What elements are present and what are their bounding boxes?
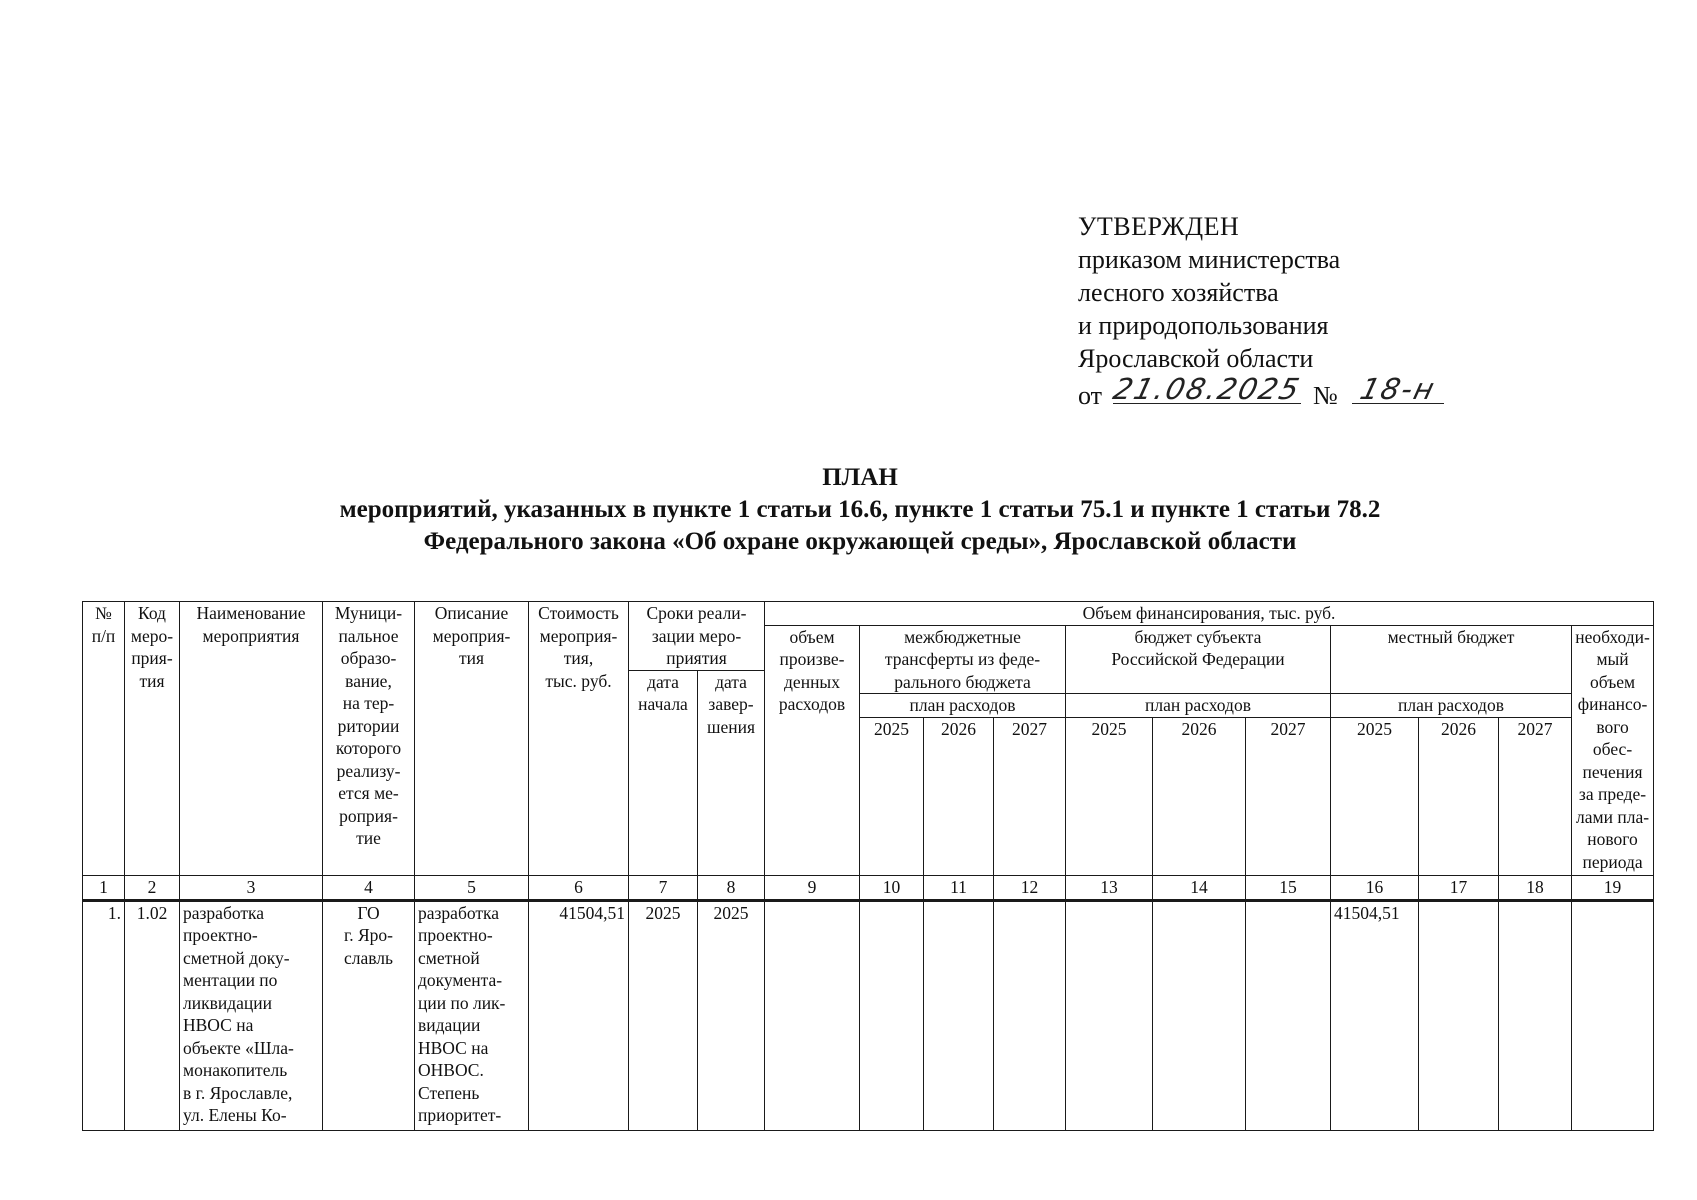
row-beyond-period (1572, 900, 1654, 1130)
header-beyond-period: необходи- мый объем финансо- вого обес- печения за преде- лами пла- нового периода (1572, 625, 1654, 875)
row-local-2025: 41504,51 (1331, 900, 1419, 1130)
column-number: 14 (1153, 875, 1246, 900)
local-year-2025: 2025 (1331, 717, 1419, 740)
handwritten-date: 21.08.2025 (1109, 372, 1304, 406)
row-completed-expenses (765, 900, 860, 1130)
local-year-2027: 2027 (1499, 717, 1572, 740)
date-prefix: от (1078, 381, 1103, 410)
federal-plan-label: план расходов (860, 694, 1066, 718)
row-local-2027 (1499, 900, 1572, 1130)
header-spacer (994, 740, 1066, 875)
title-line-1: ПЛАН (822, 464, 898, 491)
approval-line-1: приказом министерства (1078, 245, 1341, 274)
federal-year-2026: 2026 (924, 717, 994, 740)
header-financing: Объем финансирования, тыс. руб. (765, 602, 1654, 626)
column-number-row (83, 875, 1654, 900)
header-spacer (1246, 740, 1331, 875)
header-regional-budget: бюджет субъекта Российской Федерации (1066, 625, 1331, 694)
row-local-2026 (1419, 900, 1499, 1130)
plan-table (82, 601, 1654, 1131)
title-line-3: Федерального закона «Об охране окружающей среды», Ярославской области (423, 528, 1297, 555)
header-description: Описание мероприя- тия (415, 602, 529, 876)
row-municipality: ГО г. Яро- славль (323, 900, 415, 1130)
approval-heading: УТВЕРЖДЕН (1078, 212, 1240, 241)
header-end-date: дата завер- шения (698, 670, 765, 875)
row-federal-2026 (924, 900, 994, 1130)
number-underline (1352, 372, 1444, 406)
column-number: 4 (323, 875, 415, 900)
column-number: 8 (698, 875, 765, 900)
column-number: 18 (1499, 875, 1572, 900)
column-number: 10 (860, 875, 924, 900)
regional-year-2025: 2025 (1066, 717, 1153, 740)
approval-stamp (1078, 210, 1444, 412)
row-federal-2027 (994, 900, 1066, 1130)
regional-plan-label: план расходов (1066, 694, 1331, 718)
approval-date-line (1078, 372, 1444, 412)
header-spacer (1066, 740, 1153, 875)
header-municipality: Муници- пальное образо- вание, на тер- ритории которого реализу- ется ме- роприя- тие (323, 602, 415, 876)
header-local-budget: местный бюджет (1331, 625, 1572, 694)
column-number: 7 (629, 875, 698, 900)
header-spacer (924, 740, 994, 875)
column-number: 17 (1419, 875, 1499, 900)
local-plan-label: план расходов (1331, 694, 1572, 718)
federal-year-2025: 2025 (860, 717, 924, 740)
header-completed-expenses: объем произве- денных расходов (765, 625, 860, 875)
row-regional-2025 (1066, 900, 1153, 1130)
column-number: 6 (529, 875, 629, 900)
row-end-date: 2025 (698, 900, 765, 1130)
row-number: 1. (83, 900, 125, 1130)
column-number: 3 (180, 875, 323, 900)
header-spacer (1499, 740, 1572, 875)
header-terms: Сроки реали- зации меро- приятия (629, 602, 765, 671)
handwritten-number: 18-н (1357, 372, 1440, 406)
date-underline (1109, 372, 1304, 406)
header-spacer (1419, 740, 1499, 875)
header-row-1 (83, 602, 1654, 626)
header-federal-transfers: межбюджетные трансферты из феде- рального бюджета (860, 625, 1066, 694)
column-number: 16 (1331, 875, 1419, 900)
header-start-date: дата начала (629, 670, 698, 875)
row-cost: 41504,51 (529, 900, 629, 1130)
row-description: разработка проектно- сметной документа- ции по лик- видации НВОС на ОНВОС. Степень приоритет- (415, 900, 529, 1130)
table-row (83, 900, 1654, 1130)
header-code: Код меро- прия- тия (125, 602, 180, 876)
column-number: 15 (1246, 875, 1331, 900)
row-regional-2027 (1246, 900, 1331, 1130)
regional-year-2027: 2027 (1246, 717, 1331, 740)
number-sign: № (1313, 381, 1338, 410)
federal-year-2027: 2027 (994, 717, 1066, 740)
header-name: Наименование мероприятия (180, 602, 323, 876)
regional-year-2026: 2026 (1153, 717, 1246, 740)
document-title (0, 462, 1697, 558)
title-line-2: мероприятий, указанных в пункте 1 статьи 16.6, пункте 1 статьи 75.1 и пункте 1 статьи 78.2 (339, 496, 1381, 523)
header-cost: Стоимость мероприя- тия, тыс. руб. (529, 602, 629, 876)
approval-line-2: лесного хозяйства (1078, 278, 1279, 307)
column-number: 5 (415, 875, 529, 900)
row-start-date: 2025 (629, 900, 698, 1130)
column-number: 9 (765, 875, 860, 900)
header-spacer (860, 740, 924, 875)
column-number: 19 (1572, 875, 1654, 900)
column-number: 1 (83, 875, 125, 900)
row-code: 1.02 (125, 900, 180, 1130)
column-number: 12 (994, 875, 1066, 900)
column-number: 11 (924, 875, 994, 900)
column-number: 2 (125, 875, 180, 900)
approval-line-3: и природопользования (1078, 311, 1329, 340)
local-year-2026: 2026 (1419, 717, 1499, 740)
header-no: № п/п (83, 602, 125, 876)
row-federal-2025 (860, 900, 924, 1130)
header-spacer (1153, 740, 1246, 875)
row-regional-2026 (1153, 900, 1246, 1130)
approval-line-4: Ярославской области (1078, 344, 1314, 373)
header-spacer (1331, 740, 1419, 875)
row-name: разработка проектно- сметной доку- ментации по ликвидации НВОС на объекте «Шла- монакопитель в г. Ярославле, ул. Елены Ко- (180, 900, 323, 1130)
column-number: 13 (1066, 875, 1153, 900)
